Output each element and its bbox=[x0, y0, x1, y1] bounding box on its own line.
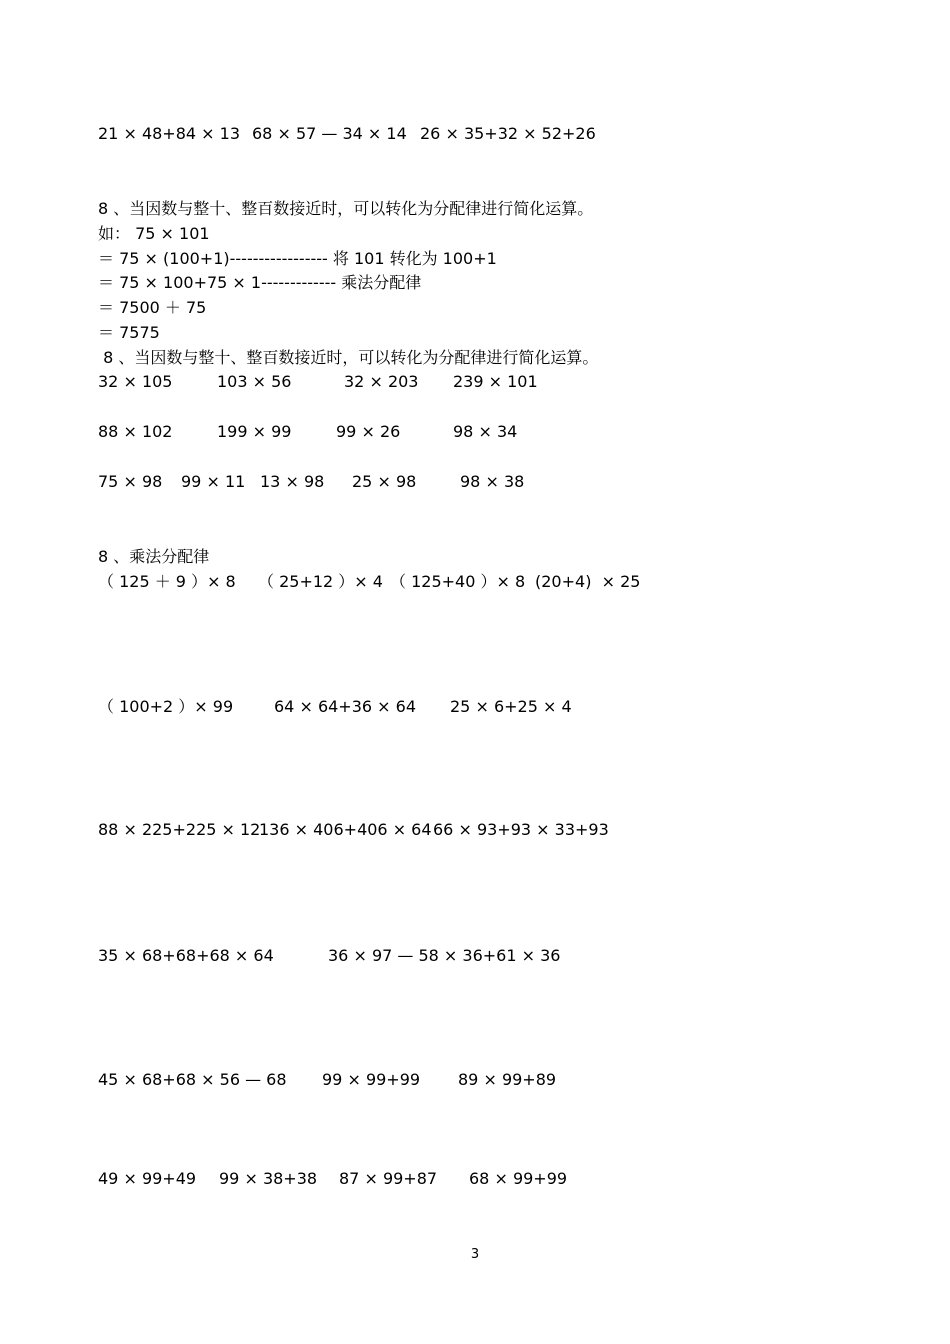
exercise: 36 × 97 — 58 × 36+61 × 36 bbox=[328, 946, 561, 965]
section-heading: 8 、乘法分配律 bbox=[98, 547, 210, 566]
exercise: 98 × 38 bbox=[460, 472, 525, 491]
exercise: （ 100+2 ）× 99 bbox=[98, 697, 234, 716]
exercise: 87 × 99+87 bbox=[339, 1169, 438, 1188]
exercise: 99 × 26 bbox=[336, 422, 401, 441]
exercise: 68 × 99+99 bbox=[469, 1169, 568, 1188]
exercise: 25 × 6+25 × 4 bbox=[450, 697, 572, 716]
exercise: 239 × 101 bbox=[453, 372, 538, 391]
exercise: 49 × 99+49 bbox=[98, 1169, 197, 1188]
exercise: 75 × 98 bbox=[98, 472, 163, 491]
exercise: 88 × 225+225 × 12 bbox=[98, 820, 261, 839]
exercise: (20+4) × 25 bbox=[535, 572, 641, 591]
example-line: 如： 75 × 101 bbox=[98, 224, 210, 243]
example-line: ＝ 7500 ＋ 75 bbox=[98, 298, 207, 317]
exercise: 35 × 68+68+68 × 64 bbox=[98, 946, 274, 965]
exercise: （ 125 ＋ 9 ）× 8 bbox=[98, 572, 236, 591]
exercise: 45 × 68+68 × 56 — 68 bbox=[98, 1070, 287, 1089]
section-heading-repeat: 8 、当因数与整十、整百数接近时，可以转化为分配律进行简化运算。 bbox=[98, 348, 599, 367]
exercise: 136 × 406+406 × 64 bbox=[259, 820, 432, 839]
exercise: 26 × 35+32 × 52+26 bbox=[420, 124, 596, 143]
exercise: 199 × 99 bbox=[217, 422, 292, 441]
exercise: （ 25+12 ）× 4 bbox=[258, 572, 383, 591]
exercise: 68 × 57 — 34 × 14 bbox=[252, 124, 407, 143]
exercise: 103 × 56 bbox=[217, 372, 292, 391]
exercise: 99 × 99+99 bbox=[322, 1070, 421, 1089]
exercise: 32 × 105 bbox=[98, 372, 173, 391]
exercise: 25 × 98 bbox=[352, 472, 417, 491]
page-number: 3 bbox=[470, 1247, 480, 1262]
exercise: 32 × 203 bbox=[344, 372, 419, 391]
example-line: ＝ 75 × (100+1)----------------- 将 101 转化为 100+1 bbox=[98, 249, 497, 268]
section-heading: 8 、当因数与整十、整百数接近时，可以转化为分配律进行简化运算。 bbox=[98, 199, 594, 218]
exercise: 99 × 11 bbox=[181, 472, 246, 491]
example-line: ＝ 7575 bbox=[98, 323, 160, 342]
exercise: 21 × 48+84 × 13 bbox=[98, 124, 240, 143]
exercise: 89 × 99+89 bbox=[458, 1070, 557, 1089]
exercise: 66 × 93+93 × 33+93 bbox=[433, 820, 609, 839]
exercise: 88 × 102 bbox=[98, 422, 173, 441]
exercise: （ 125+40 ）× 8 bbox=[390, 572, 526, 591]
exercise: 99 × 38+38 bbox=[219, 1169, 318, 1188]
example-line: ＝ 75 × 100+75 × 1------------- 乘法分配律 bbox=[98, 273, 422, 292]
exercise: 64 × 64+36 × 64 bbox=[274, 697, 416, 716]
exercise: 98 × 34 bbox=[453, 422, 518, 441]
exercise: 13 × 98 bbox=[260, 472, 325, 491]
